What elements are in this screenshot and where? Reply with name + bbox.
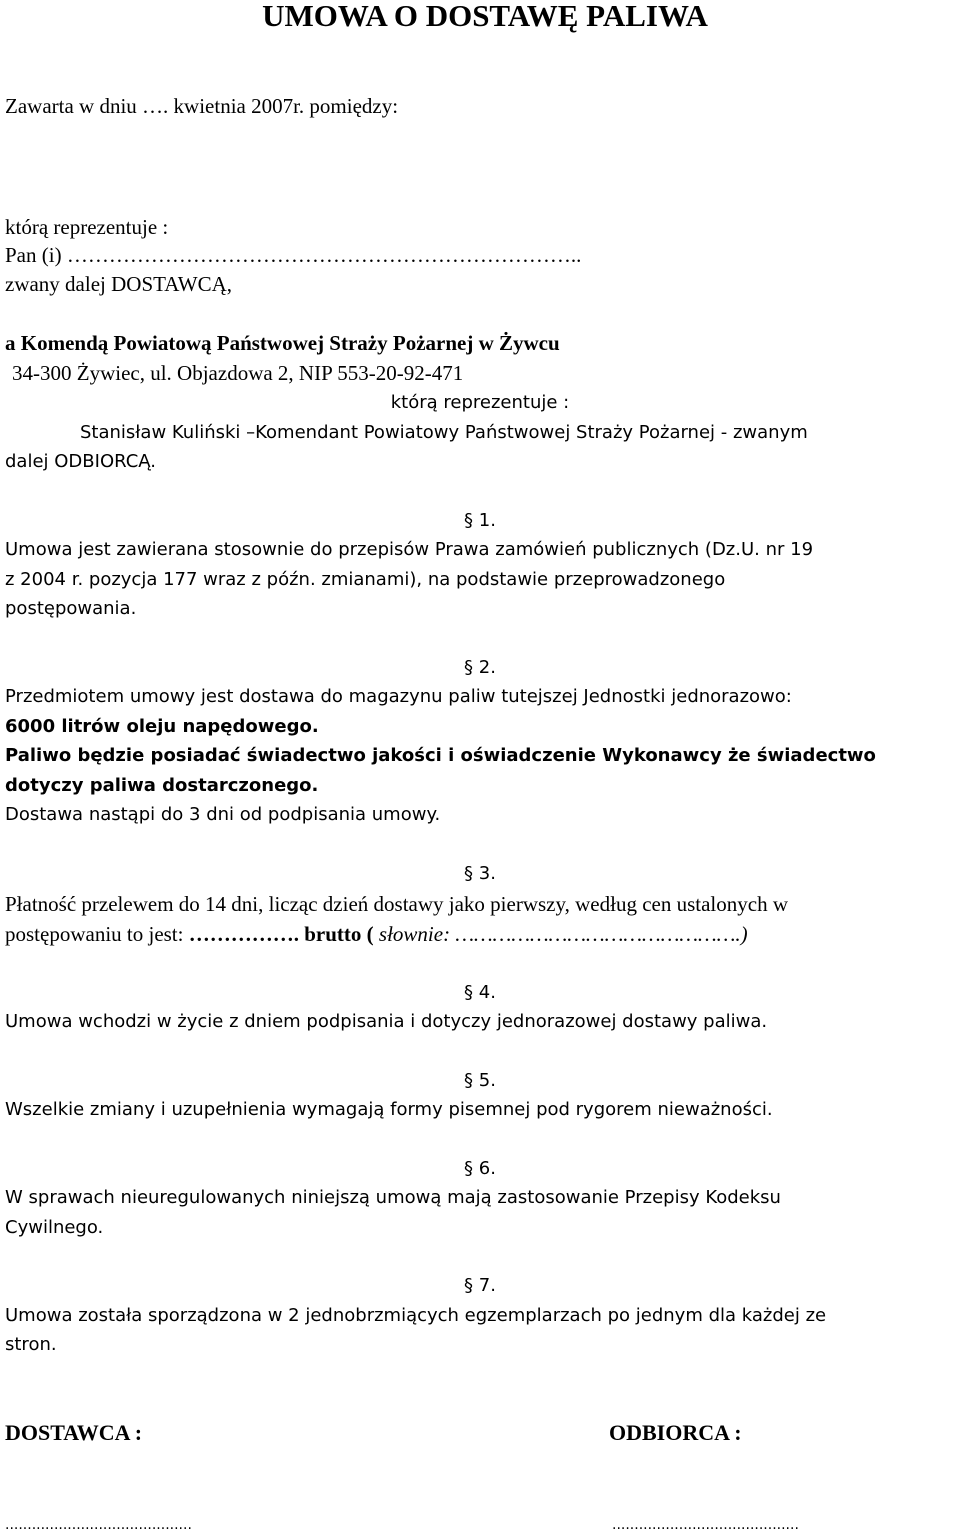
- price-blank: ……………. brutto (: [188, 922, 379, 946]
- section-1-mark: § 1.: [464, 510, 496, 531]
- section-2-line-5: Dostawa nastąpi do 3 dni od podpisania umowy.: [5, 804, 441, 825]
- contract-intro: Zawarta w dniu …. kwietnia 2007r. pomiędzy:: [5, 94, 399, 118]
- recipient-representative: Stanisław Kuliński –Komendant Powiatowy Państwowej Straży Pożarnej - zwanym: [80, 422, 808, 443]
- recipient-address: 34-300 Żywiec, ul. Objazdowa 2, NIP 553-20-92-471: [12, 361, 464, 385]
- section-5-mark: § 5.: [464, 1070, 496, 1091]
- recipient-represented-by: którą reprezentuje :: [390, 392, 570, 413]
- supplier-signature-label: DOSTAWCA :: [5, 1420, 143, 1445]
- section-3-line-2: [5, 924, 748, 945]
- section-7-mark: § 7.: [464, 1275, 496, 1296]
- section-2-line-1: Przedmiotem umowy jest dostawa do magazynu paliw tutejszej Jednostki jednorazowo:: [5, 686, 792, 707]
- section-6-mark: § 6.: [464, 1158, 496, 1179]
- supplier-represented-by: którą reprezentuje :: [5, 215, 169, 239]
- section-2-mark: § 2.: [464, 657, 496, 678]
- section-6-line-2: Cywilnego.: [5, 1217, 104, 1238]
- supplier-representative-name: Pan (i) ………………………………………………………………..: [5, 243, 582, 267]
- section-1-line-2: z 2004 r. pozycja 177 wraz z późn. zmianami), na podstawie przeprowadzonego: [5, 569, 726, 590]
- section-3-line-1: Płatność przelewem do 14 dni, licząc dzień dostawy jako pierwszy, według cen ustalonych w: [5, 892, 788, 916]
- section-7-line-2: stron.: [5, 1334, 57, 1355]
- recipient-signature-label: ODBIORCA :: [609, 1420, 742, 1445]
- section-3-line-2-text: postępowaniu to jest:: [5, 922, 189, 946]
- section-2-line-2: 6000 litrów oleju napędowego.: [5, 716, 319, 737]
- section-2-line-3: Paliwo będzie posiadać świadectwo jakości i oświadczenie Wykonawcy że świadectwo: [5, 745, 876, 766]
- section-5-line-1: Wszelkie zmiany i uzupełnienia wymagają formy pisemnej pod rygorem nieważności.: [5, 1099, 773, 1120]
- recipient-designation: dalej ODBIORCĄ.: [5, 451, 157, 472]
- price-in-words-blank: słownie: ……………………………………….): [378, 922, 748, 946]
- section-6-line-1: W sprawach nieuregulowanych niniejszą umową mają zastosowanie Przepisy Kodeksu: [5, 1187, 781, 1208]
- supplier-signature-line: ..........................................: [5, 1517, 192, 1533]
- section-1-line-1: Umowa jest zawierana stosownie do przepisów Prawa zamówień publicznych (Dz.U. nr 19: [5, 539, 814, 560]
- recipient-name: a Komendą Powiatową Państwowej Straży Pożarnej w Żywcu: [5, 331, 560, 355]
- document-title: UMOWA O DOSTAWĘ PALIWA: [262, 0, 708, 33]
- section-4-line-1: Umowa wchodzi w życie z dniem podpisania i dotyczy jednorazowej dostawy paliwa.: [5, 1011, 768, 1032]
- section-4-mark: § 4.: [464, 982, 496, 1003]
- section-7-line-1: Umowa została sporządzona w 2 jednobrzmiących egzemplarzach po jednym dla każdej ze: [5, 1305, 827, 1326]
- recipient-signature-line: ..........................................: [612, 1517, 799, 1533]
- supplier-designation: zwany dalej DOSTAWCĄ,: [5, 272, 233, 296]
- section-2-line-4: dotyczy paliwa dostarczonego.: [5, 775, 319, 796]
- section-3-mark: § 3.: [464, 863, 496, 884]
- section-1-line-3: postępowania.: [5, 598, 137, 619]
